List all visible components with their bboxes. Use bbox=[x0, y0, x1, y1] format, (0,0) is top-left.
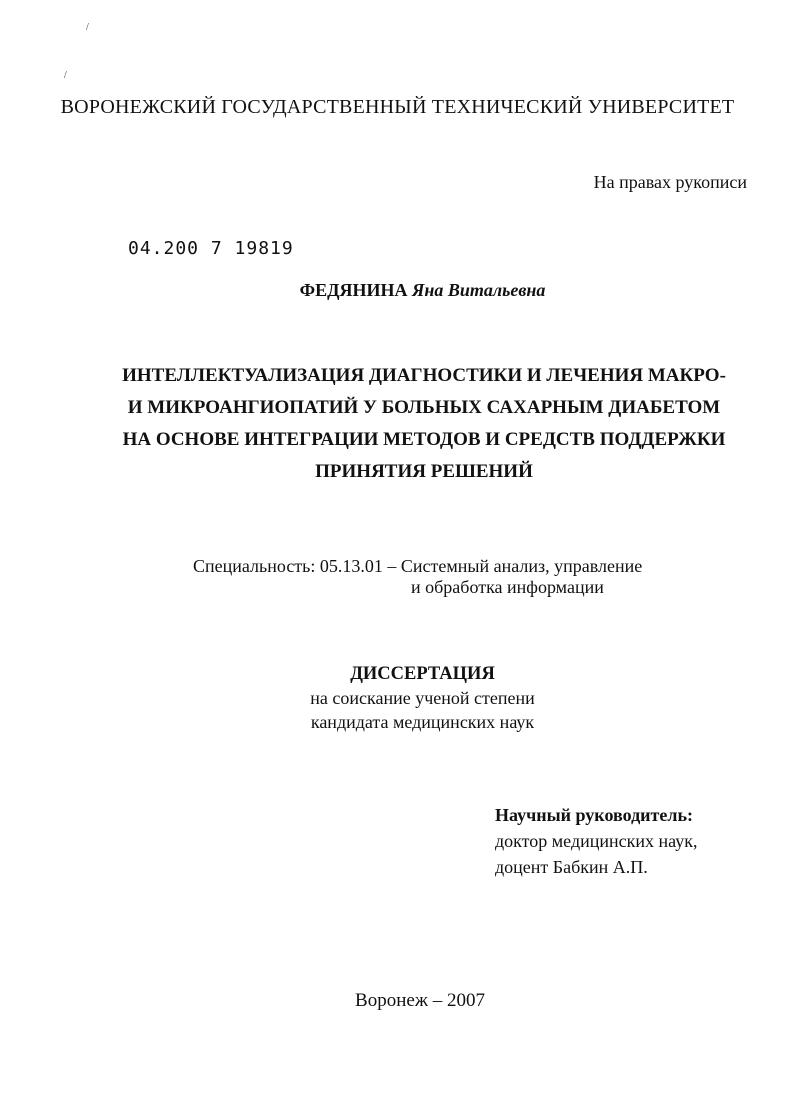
dissertation-heading: ДИССЕРТАЦИЯ bbox=[350, 664, 495, 684]
university-name: ВОРОНЕЖСКИЙ ГОСУДАРСТВЕННЫЙ ТЕХНИЧЕСКИЙ УНИВЕРСИТЕТ bbox=[60, 96, 735, 118]
author-surname: ФЕДЯНИНА bbox=[299, 280, 408, 300]
advisor-block bbox=[495, 802, 697, 880]
advisor-line: доцент Бабкин А.П. bbox=[495, 857, 648, 877]
dissertation-block bbox=[0, 662, 795, 734]
title-line: НА ОСНОВЕ ИНТЕГРАЦИИ МЕТОДОВ И СРЕДСТВ ПОДДЕРЖКИ bbox=[122, 429, 726, 450]
scan-mark: / bbox=[86, 22, 89, 33]
advisor-line: доктор медицинских наук, bbox=[495, 831, 698, 851]
catalog-code bbox=[128, 238, 294, 259]
specialty-line-1: Специальность: 05.13.01 – Системный анализ, управление bbox=[193, 556, 643, 576]
city-year: Воронеж – 2007 bbox=[355, 990, 485, 1011]
dissertation-degree-line: кандидата медицинских наук bbox=[310, 712, 535, 732]
specialty bbox=[193, 556, 642, 598]
title-line: ПРИНЯТИЯ РЕШЕНИЙ bbox=[315, 461, 533, 482]
catalog-code-text: 04.200 7 19819 bbox=[128, 238, 294, 259]
title-line: И МИКРОАНГИОПАТИЙ У БОЛЬНЫХ САХАРНЫМ ДИАБЕТОМ bbox=[127, 397, 721, 418]
advisor-heading: Научный руководитель: bbox=[495, 805, 693, 825]
rights-note: На правах рукописи bbox=[593, 172, 747, 192]
author-name bbox=[0, 280, 795, 301]
specialty-line-2: и обработка информации bbox=[411, 577, 604, 597]
title-line: ИНТЕЛЛЕКТУАЛИЗАЦИЯ ДИАГНОСТИКИ И ЛЕЧЕНИЯ МАКРО- bbox=[122, 365, 726, 386]
author-given-name: Яна Витальевна bbox=[411, 280, 546, 300]
dissertation-degree-line: на соискание ученой степени bbox=[310, 688, 535, 708]
dissertation-title bbox=[100, 360, 748, 488]
scan-mark: / bbox=[64, 70, 67, 81]
